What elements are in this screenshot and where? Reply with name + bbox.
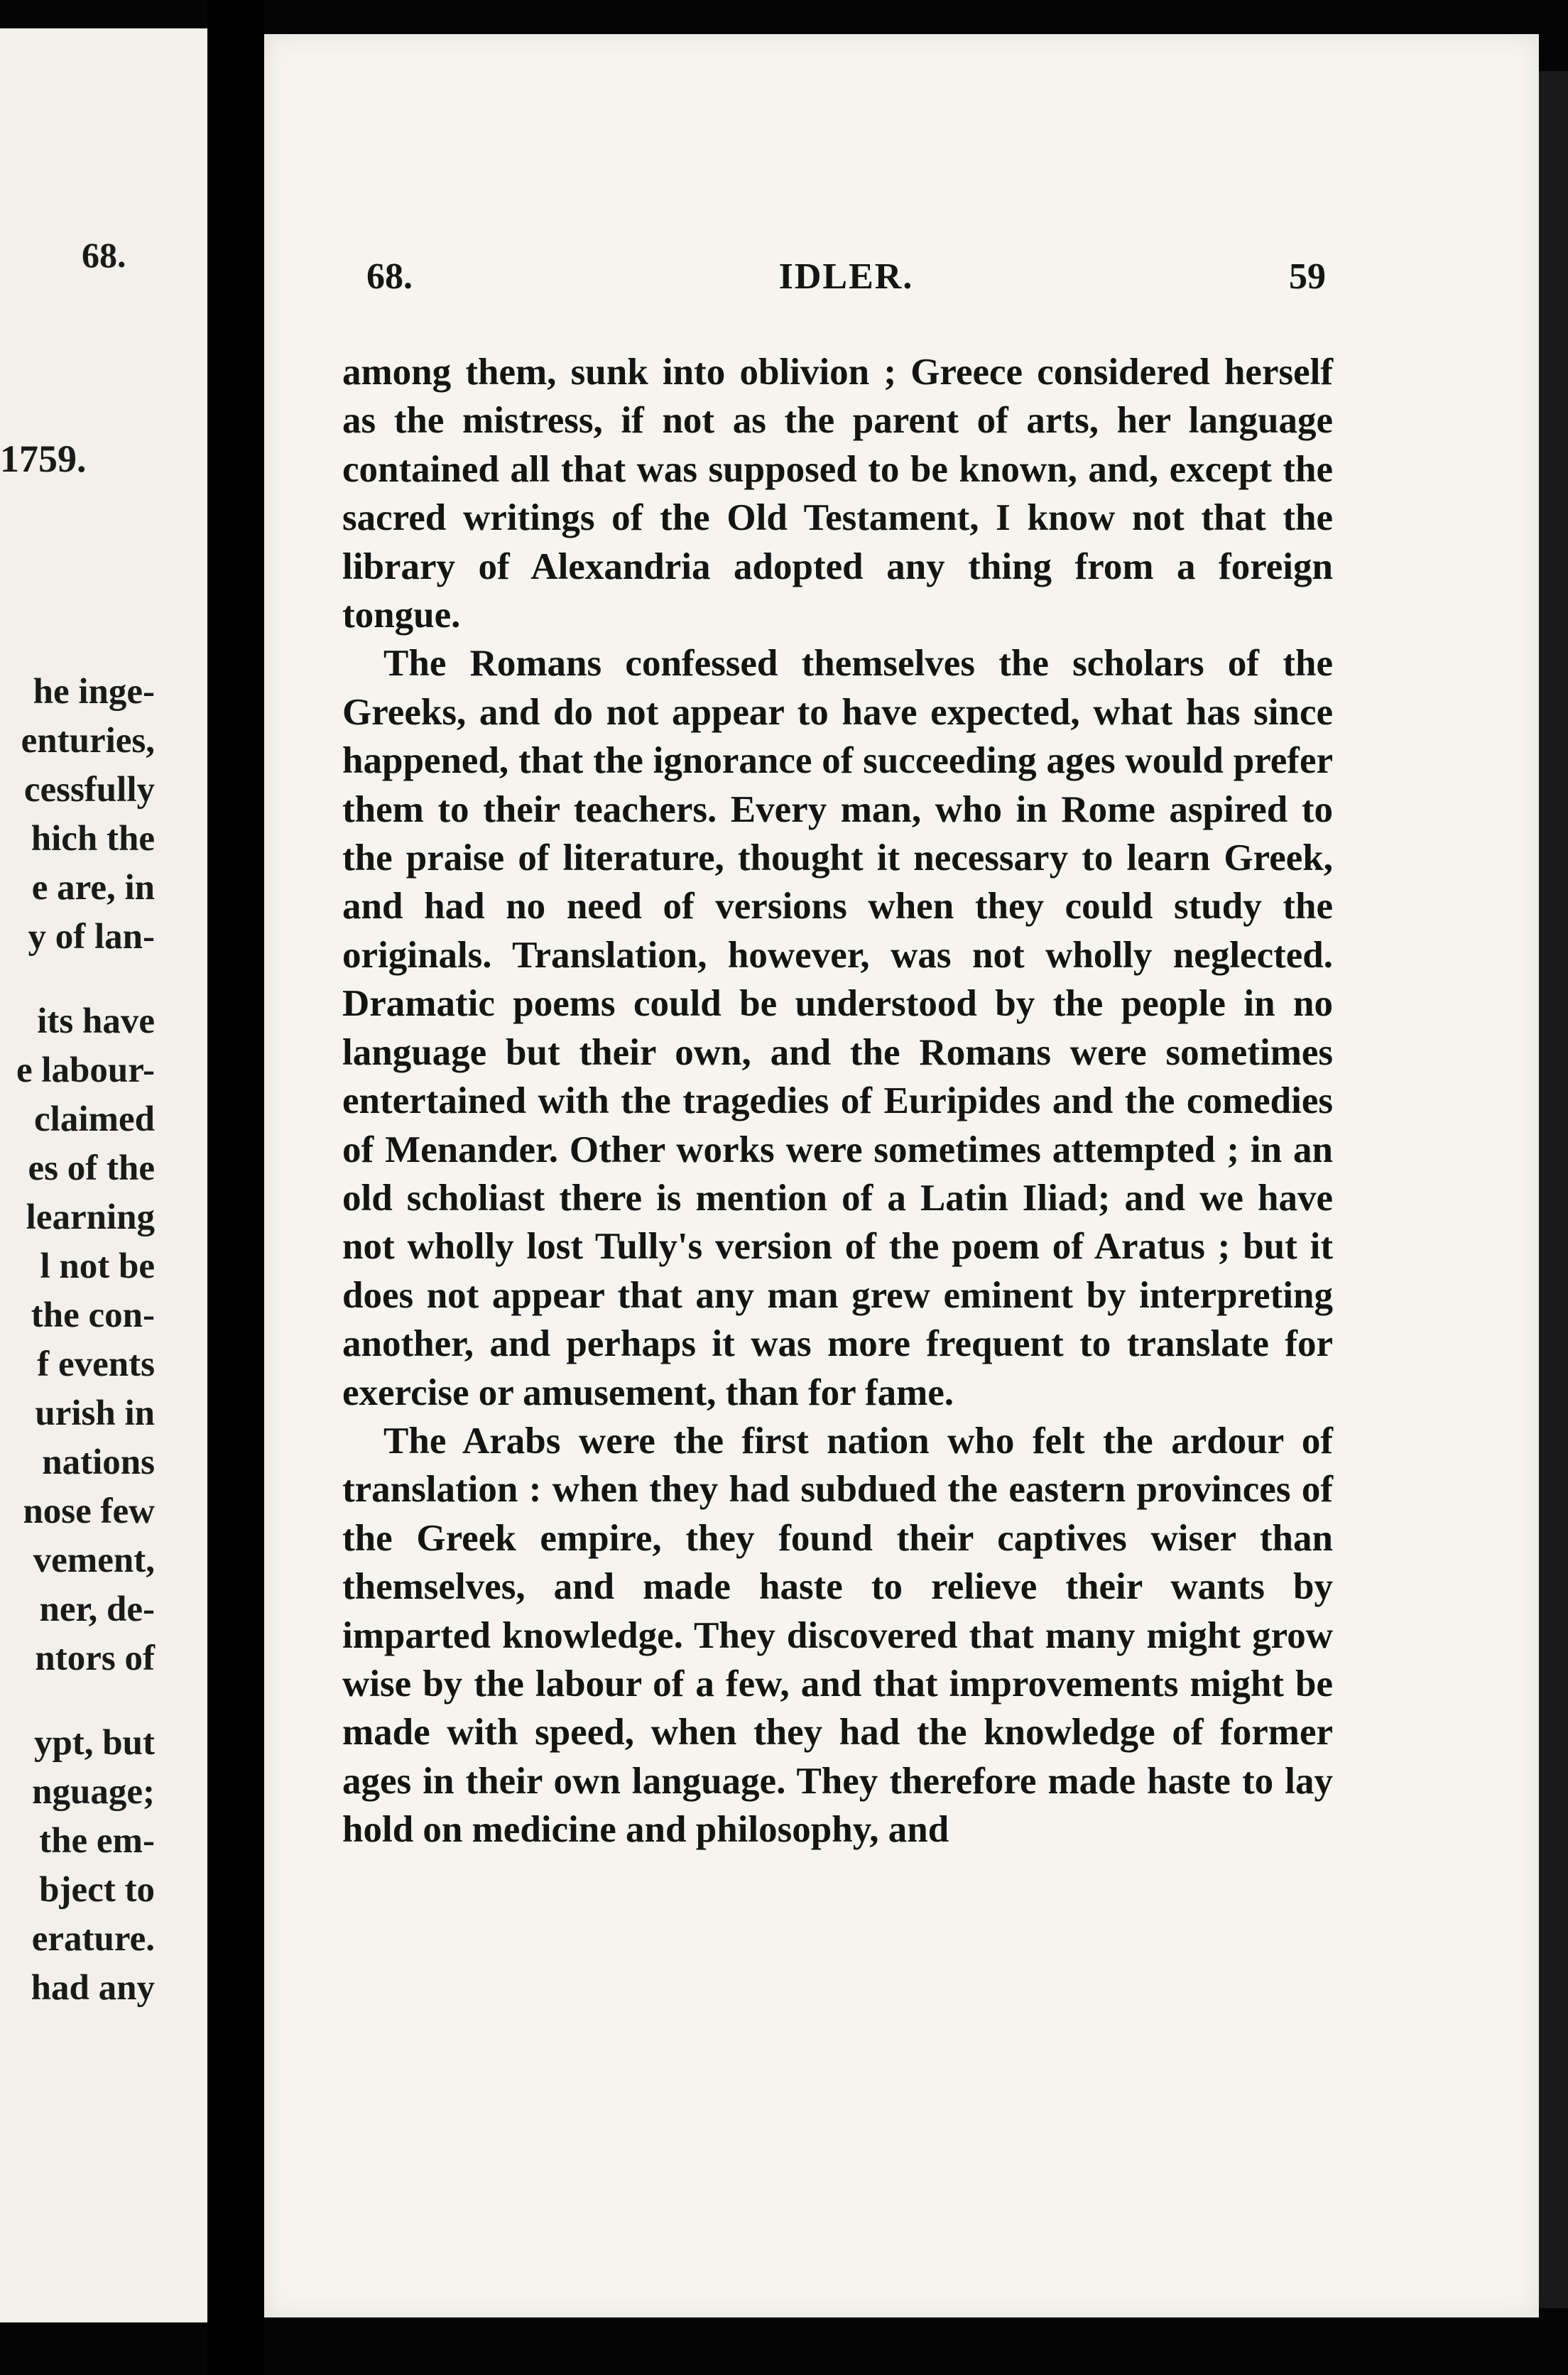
left-page-line: ntors of [35,1638,155,1678]
left-page-line: l not be [40,1246,155,1286]
body-text [342,348,1333,1854]
left-page-line: e labour- [16,1050,155,1090]
left-page-line: cessfully [23,770,155,810]
left-page-fragment [0,28,207,2322]
paragraph: The Arabs were the first nation who felt the ardour of translation : when they had subdued the eastern provinces of the Greek empire, they found their captives wiser than themselves, and made haste to relieve their wants by imparted knowledge. They discovered that many might grow wise by the labour of a few, and that improvements might be made with speed, when they had the knowledge of former ages in their own language. They therefore made haste to lay hold on medicine and philosophy, and [342,1420,1333,1851]
left-page-line: the con- [31,1295,155,1335]
left-page-line: learning [26,1197,155,1237]
running-head [366,256,1326,305]
paragraph: The Romans confessed themselves the scholars of the Greeks, and do not appear to have expected, what has since happened, that the ignorance of succeeding ages would prefer them to their teachers. Every man, who in Rome aspired to the praise of literature, thought it necessary to learn Greek, and had no need of versions when they could study the originals. Translation, however, was not wholly neglected. Dramatic poems could be understood by the people in no language but their own, and the Romans were sometimes entertained with the tragedies of Euripides and the comedies of Menander. Other works were sometimes attempted ; in an old scholiast there is mention of a Latin Iliad; and we have not wholly lost Tully's version of the poem of Aratus ; but it does not appear that any man grew eminent by interpreting another, and perhaps it was more frequent to translate for exercise or amusement, than for fame. [342,643,1333,1413]
left-page-line [0,962,155,997]
left-page-line: nguage; [32,1772,155,1812]
paragraph: among them, sunk into oblivion ; Greece considered herself as the mistress, if not as the parent of arts, her language contained all that was supposed to be known, and, except the sacred writings of the Old Testament, I know not that the library of Alexandria adopted any thing from a foreign tongue. [342,352,1333,636]
running-head-number: 68. [366,256,413,297]
left-page-line: nations [42,1442,155,1482]
left-page-line: bject to [39,1870,155,1910]
left-page-line: ner, de- [39,1589,155,1629]
left-page-line: f events [37,1344,155,1384]
left-page-line: es of the [28,1148,155,1188]
left-page-line: the em- [39,1821,155,1861]
main-page [264,34,1539,2317]
book-gutter [207,0,264,2375]
running-head-title: IDLER. [778,256,914,297]
left-page-text [0,668,155,2013]
right-page-edge [1539,71,1568,2308]
page-number: 59 [1289,256,1326,297]
left-page-line: urish in [35,1393,155,1433]
left-page-line: hich the [31,819,155,859]
left-page-line: its have [37,1001,155,1041]
left-page-line: e are, in [31,868,155,908]
left-page-line: erature. [31,1919,155,1959]
left-page-line: he inge- [33,672,155,712]
left-page-line: enturies, [21,721,155,761]
left-page-line: had any [31,1968,155,2008]
left-page-line: y of lan- [28,917,155,957]
left-page-line [0,1683,155,1719]
left-page-line: claimed [34,1099,155,1139]
left-page-number: 68. [82,235,126,275]
left-page-year: 1759. [0,438,87,480]
left-page-line: ypt, but [33,1723,155,1763]
left-page-line: vement, [33,1540,155,1580]
left-page-line: nose few [23,1491,155,1531]
